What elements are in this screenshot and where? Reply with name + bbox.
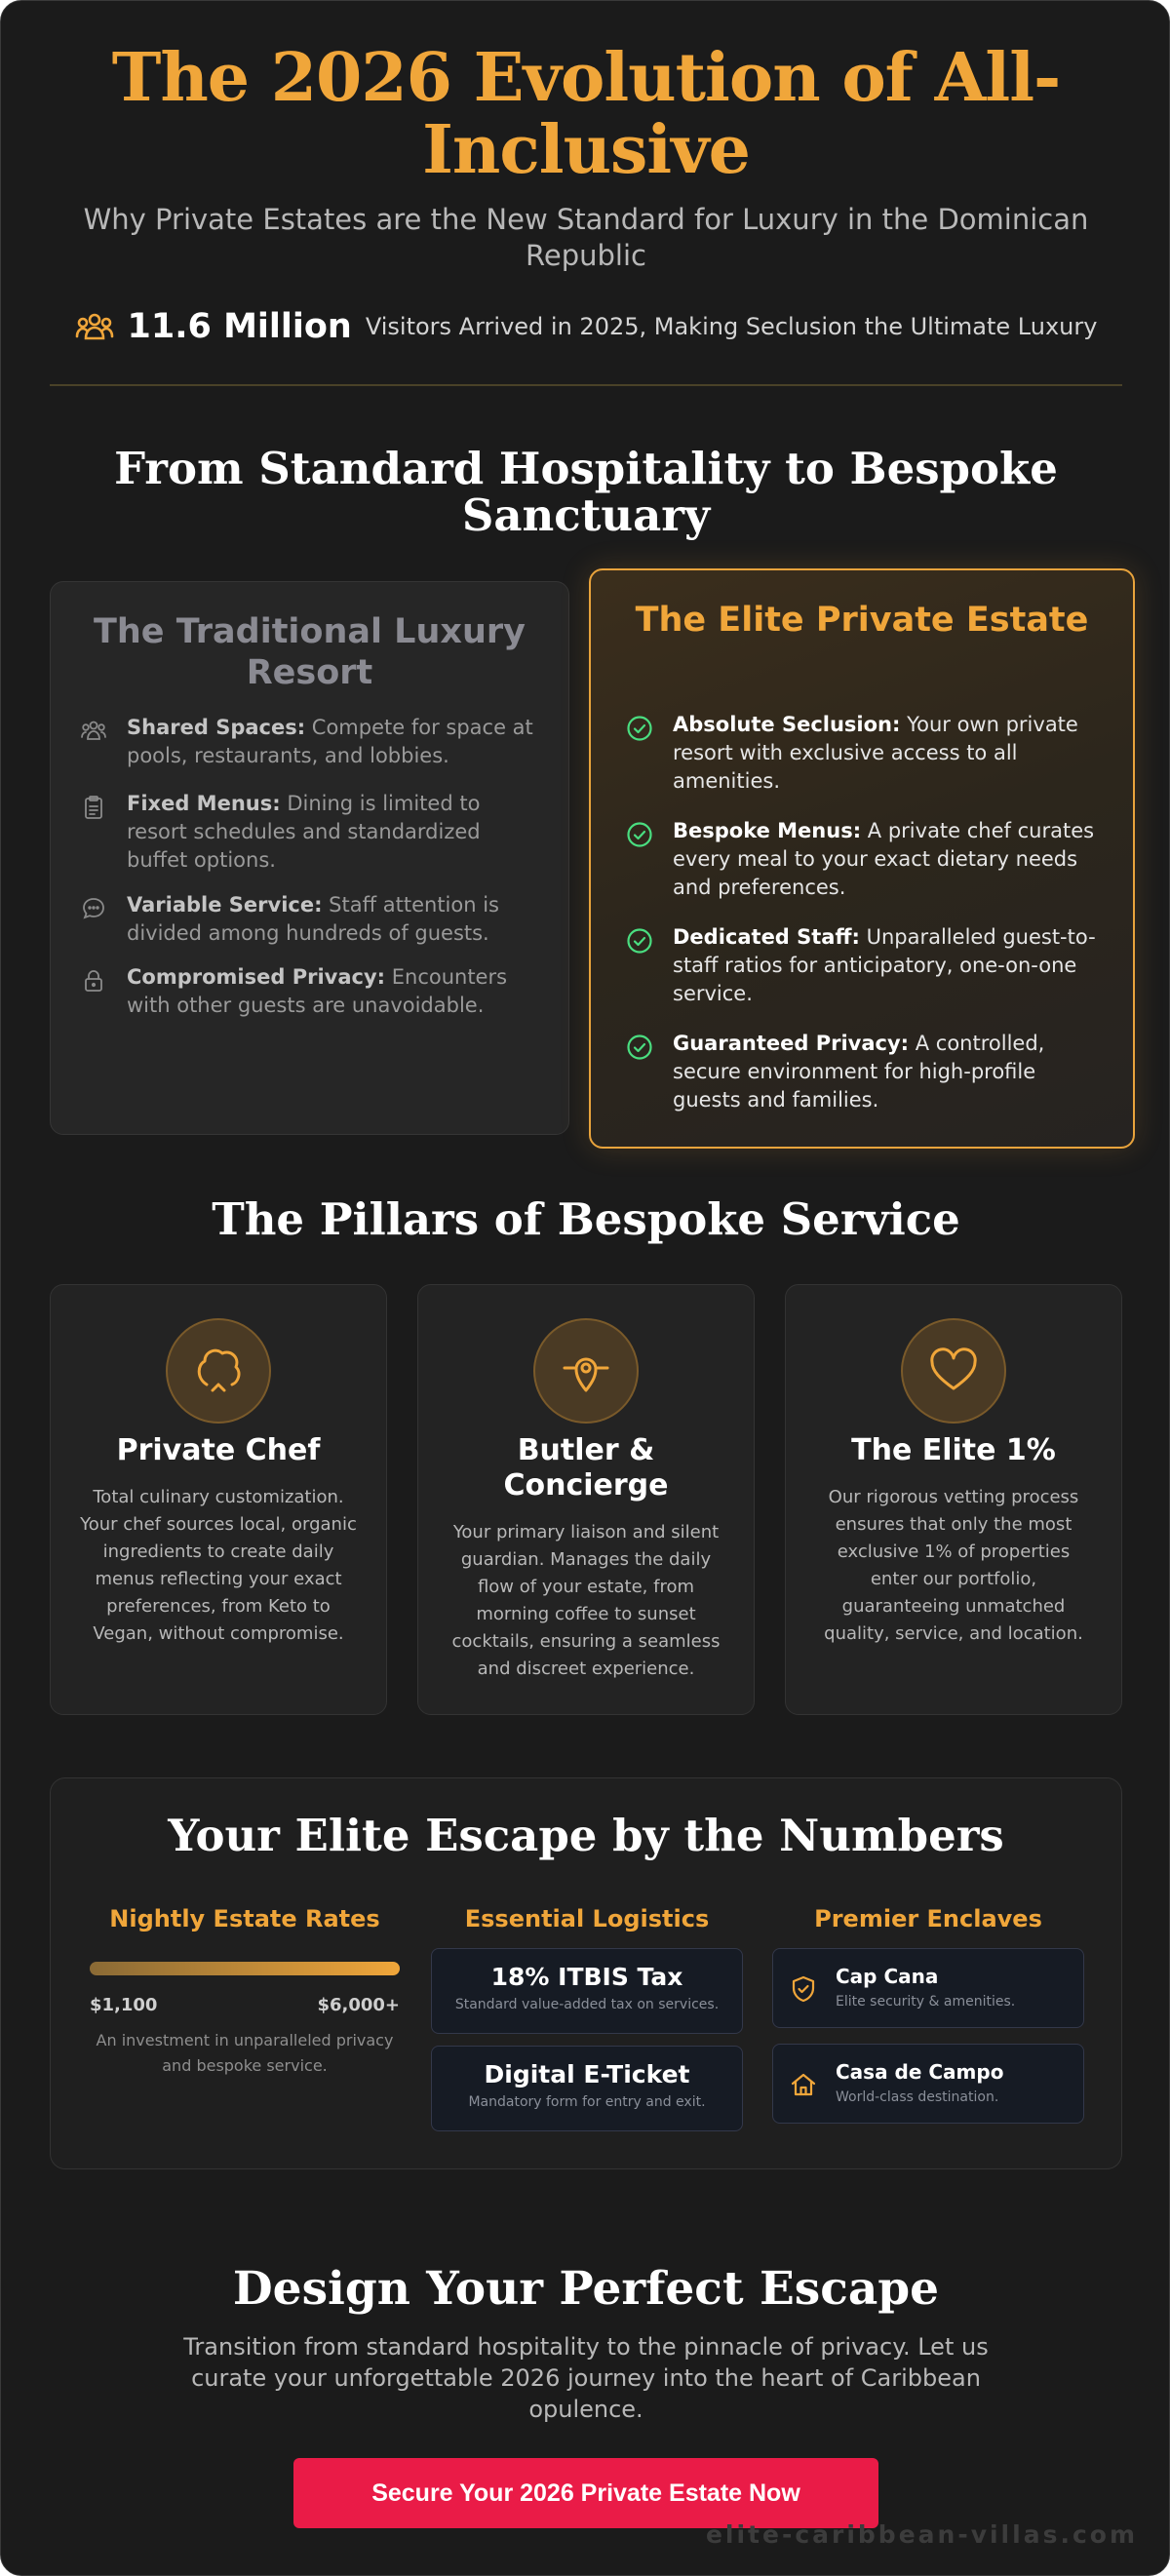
check-circle-icon (626, 1034, 653, 1061)
cta-title: Design Your Perfect Escape (232, 2262, 940, 2316)
item-label: Guaranteed Privacy: (673, 1032, 910, 1055)
item-label: Shared Spaces: (127, 716, 306, 739)
pillar-description: Your primary liaison and silent guardian. Manages the daily flow of your estate, from morning coffee to sunset cocktails, ensuring a seamless and discreet experience. (451, 1522, 721, 1679)
logistics-item-tax (431, 1948, 743, 2034)
pillar-icon-badge (533, 1318, 639, 1424)
elite-item (626, 923, 1104, 1008)
traditional-item (80, 714, 538, 770)
enclave-title: Cap Cana (836, 1965, 939, 1988)
item-text: Compete for space at pools, restaurants, and lobbies. (127, 716, 533, 767)
pillars-heading: The Pillars of Bespoke Service (212, 1193, 960, 1245)
hero-subtitle: Why Private Estates are the New Standard for Luxury in the Dominican Republic (83, 203, 1089, 272)
item-text: Staff attention is divided among hundreds of guests. (127, 893, 499, 945)
chef-hat-icon (189, 1342, 248, 1400)
logistics-item-sub: Standard value-added tax on services. (454, 1997, 720, 2012)
logistics-title: Essential Logistics (464, 1905, 710, 1932)
rates-note: An investment in unparalleled privacy and bespoke service. (96, 2031, 394, 2075)
check-circle-icon (626, 927, 653, 955)
pillar-title: Butler & Concierge (503, 1433, 669, 1503)
pillar-title: The Elite 1% (851, 1433, 1056, 1467)
enclave-sub: World-class destination. (836, 2089, 999, 2105)
enclave-item-cap-cana (772, 1948, 1084, 2028)
pillar-icon-badge (901, 1318, 1006, 1424)
logistics-item-title: 18% ITBIS Tax (490, 1963, 683, 1991)
home-icon (789, 2070, 818, 2099)
item-label: Dedicated Staff: (673, 925, 860, 949)
item-label: Compromised Privacy: (127, 965, 386, 989)
enclaves-title: Premier Enclaves (814, 1905, 1042, 1932)
footer-url-watermark: elite-caribbean-villas.com (705, 2520, 1138, 2549)
rate-range-bar (90, 1962, 400, 1975)
enclave-item-casa-de-campo (772, 2044, 1084, 2124)
elite-item (626, 711, 1104, 796)
map-pin-icon (557, 1342, 615, 1400)
logistics-item-eticket (431, 2046, 743, 2131)
pillar-description: Our rigorous vetting process ensures that only the most exclusive 1% of properties enter our portfolio, guaranteeing unmatched quality, service, and location. (824, 1487, 1083, 1644)
enclave-title: Casa de Campo (836, 2060, 1004, 2084)
pillar-card-butler-concierge (417, 1284, 755, 1715)
numbers-panel (50, 1777, 1122, 2169)
pillar-card-elite-one-percent (785, 1284, 1122, 1715)
item-text: A controlled, secure environment for high-profile guests and families. (673, 1032, 1045, 1112)
lock-icon (80, 967, 107, 995)
clipboard-icon (80, 794, 107, 821)
traditional-card-title: The Traditional Luxury Resort (94, 612, 526, 692)
pillar-card-private-chef (50, 1284, 387, 1715)
check-circle-icon (626, 715, 653, 742)
hero-title: The 2026 Evolution of All-Inclusive (111, 39, 1061, 189)
item-label: Variable Service: (127, 893, 323, 917)
pillar-title: Private Chef (116, 1433, 321, 1467)
rates-title: Nightly Estate Rates (109, 1905, 380, 1932)
pillar-description: Total culinary customization. Your chef sources local, organic ingredients to create daily menus reflecting your exact preferences, from Keto to Vegan, without compromise. (80, 1487, 357, 1644)
elite-estate-card (589, 568, 1135, 1149)
stat-value: 11.6 Million (127, 307, 352, 346)
item-text: Your own private resort with exclusive access to all amenities. (673, 713, 1078, 793)
traditional-item (80, 963, 538, 1020)
cta-subtitle: Transition from standard hospitality to the pinnacle of privacy. Let us curate your unforgettable 2026 journey into the heart of Caribbean opulence. (183, 2333, 989, 2423)
item-text: Unparalleled guest-to-staff ratios for anticipatory, one-on-one service. (673, 925, 1096, 1005)
heart-icon (924, 1342, 983, 1400)
enclave-sub: Elite security & amenities. (836, 1994, 1016, 2010)
comparison-heading: From Standard Hospitality to Bespoke Sanctuary (114, 443, 1058, 541)
stat-text: Visitors Arrived in 2025, Making Seclusion the Ultimate Luxury (365, 313, 1098, 340)
elite-card-title: The Elite Private Estate (635, 601, 1089, 640)
visitor-stat (40, 303, 1132, 350)
item-text: A private chef curates every meal to your exact dietary needs and preferences. (673, 819, 1095, 899)
chat-bubble-icon (80, 895, 107, 922)
logistics-item-title: Digital E-Ticket (484, 2060, 690, 2088)
group-icon (80, 718, 107, 745)
traditional-resort-card (50, 581, 569, 1135)
traditional-item (80, 790, 538, 875)
logistics-item-sub: Mandatory form for entry and exit. (468, 2094, 706, 2110)
shield-check-icon (789, 1974, 818, 2004)
item-text: Encounters with other guests are unavoidable. (127, 965, 508, 1017)
rate-min-label: $1,100 (90, 1995, 158, 2015)
item-label: Fixed Menus: (127, 792, 281, 815)
item-label: Absolute Seclusion: (673, 713, 901, 736)
elite-item (626, 817, 1104, 902)
secure-estate-button[interactable]: Secure Your 2026 Private Estate Now (293, 2458, 878, 2528)
check-circle-icon (626, 821, 653, 848)
rate-max-label: $6,000+ (317, 1995, 400, 2015)
pillar-icon-badge (166, 1318, 271, 1424)
divider (50, 384, 1122, 386)
item-text: Dining is limited to resort schedules and standardized buffet options. (127, 792, 481, 872)
traditional-item (80, 891, 538, 948)
numbers-heading: Your Elite Escape by the Numbers (168, 1810, 1004, 1861)
elite-item (626, 1030, 1104, 1114)
item-label: Bespoke Menus: (673, 819, 862, 842)
group-icon (75, 311, 114, 342)
